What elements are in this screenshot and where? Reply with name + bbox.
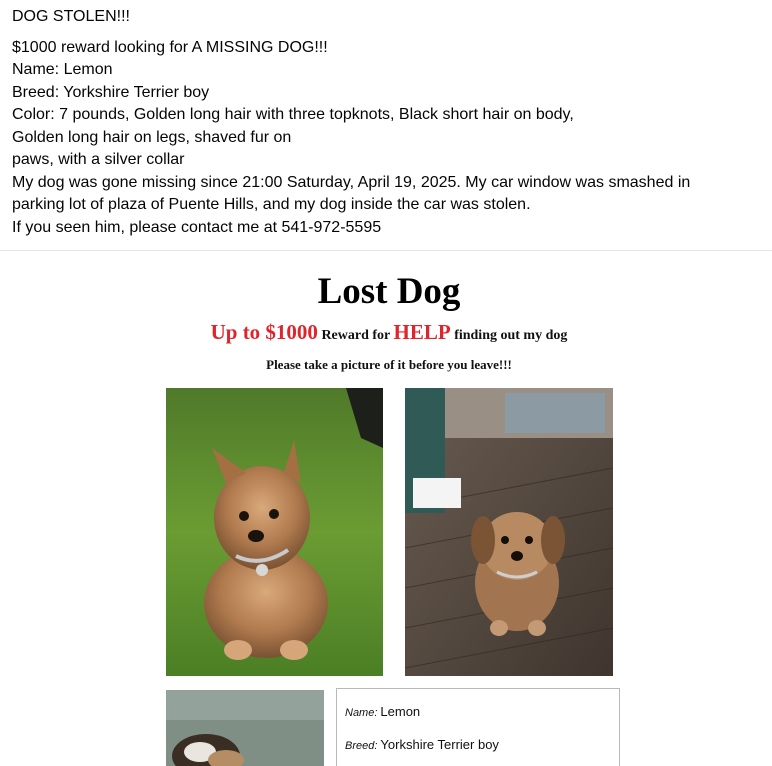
post-line: Golden long hair on legs, shaved fur on xyxy=(12,128,292,146)
flyer-note: Please take a picture of it before you leave!!! xyxy=(266,357,512,372)
post-line: Name: Lemon xyxy=(12,61,113,78)
dog-info-box xyxy=(336,688,620,766)
reward-amount: Up to $1000 xyxy=(210,320,318,344)
post-line: If you seen him, please contact me at 541-972-5595 xyxy=(12,218,382,236)
breed-value: Yorkshire Terrier boy xyxy=(380,737,499,752)
post-line: paws, with a silver collar xyxy=(12,151,185,168)
flyer-reward-line xyxy=(0,320,772,345)
post-line: $1000 reward looking for A MISSING DOG!!! xyxy=(12,38,328,56)
dog-on-grass-photo xyxy=(166,388,383,676)
dog-on-floor-photo xyxy=(405,388,613,676)
post-body xyxy=(12,6,762,239)
post-line: parking lot of plaza of Puente Hills, and my dog inside the car was stolen. xyxy=(12,196,531,213)
reward-help: HELP xyxy=(393,320,451,344)
reward-mid: Reward for xyxy=(317,328,394,343)
post-line: My dog was gone missing since 21:00 Saturday, April 19, 2025. My car window was smashed in xyxy=(12,173,691,191)
info-breed-row xyxy=(345,737,499,752)
name-value: Lemon xyxy=(380,704,421,719)
breed-label: Breed: xyxy=(345,740,378,752)
dog-on-couch-photo xyxy=(166,690,324,766)
name-label: Name: xyxy=(345,707,378,719)
flyer-title: Lost Dog xyxy=(317,271,461,312)
post-title: DOG STOLEN!!! xyxy=(12,8,130,25)
post-line: Color: 7 pounds, Golden long hair with three topknots, Black short hair on body, xyxy=(12,106,574,123)
reward-suffix: finding out my dog xyxy=(450,328,568,343)
info-name-row xyxy=(345,704,420,719)
post-line: Breed: Yorkshire Terrier boy xyxy=(12,83,210,101)
